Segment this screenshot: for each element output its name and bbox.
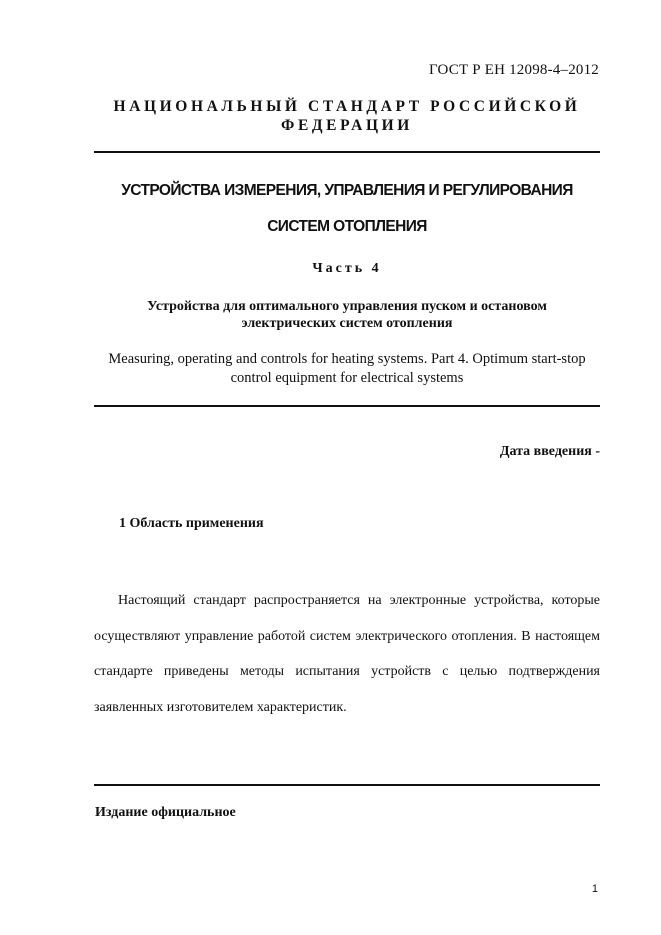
divider-top <box>94 151 600 153</box>
gost-number: ГОСТ Р ЕН 12098-4–2012 <box>429 62 599 78</box>
scope-paragraph: Настоящий стандарт распространяется на электронные устройства, которые осуществляют управление работой систем электрического отопления. В настоящем стандарте приведены методы испытания устройств с целью подтверждения заявленных изготовителем характеристик. <box>94 593 600 715</box>
official-edition-label: Издание официальное <box>95 805 236 820</box>
document-title <box>94 173 600 245</box>
subtitle-english: Measuring, operating and controls for heating systems. Part 4. Optimum start-stop control equipment for electrical systems <box>108 351 586 386</box>
national-standard-heading: НАЦИОНАЛЬНЫЙ СТАНДАРТ РОССИЙСКОЙ ФЕДЕРАЦИИ <box>113 98 581 134</box>
document-title-line-1: УСТРОЙСТВА ИЗМЕРЕНИЯ, УПРАВЛЕНИЯ И РЕГУЛИРОВАНИЯ <box>121 182 573 199</box>
section-heading-scope: 1 Область применения <box>119 516 264 531</box>
document-title-line-2: СИСТЕМ ОТОПЛЕНИЯ <box>267 218 427 235</box>
divider-bottom <box>94 784 600 786</box>
introduction-date: Дата введения - <box>499 444 600 459</box>
divider-middle <box>94 405 600 407</box>
part-label: Часть 4 <box>312 261 382 276</box>
page-number: 1 <box>591 883 598 895</box>
subtitle-russian: Устройства для оптимального управления пуском и остановом электрических систем отопления <box>147 299 547 331</box>
